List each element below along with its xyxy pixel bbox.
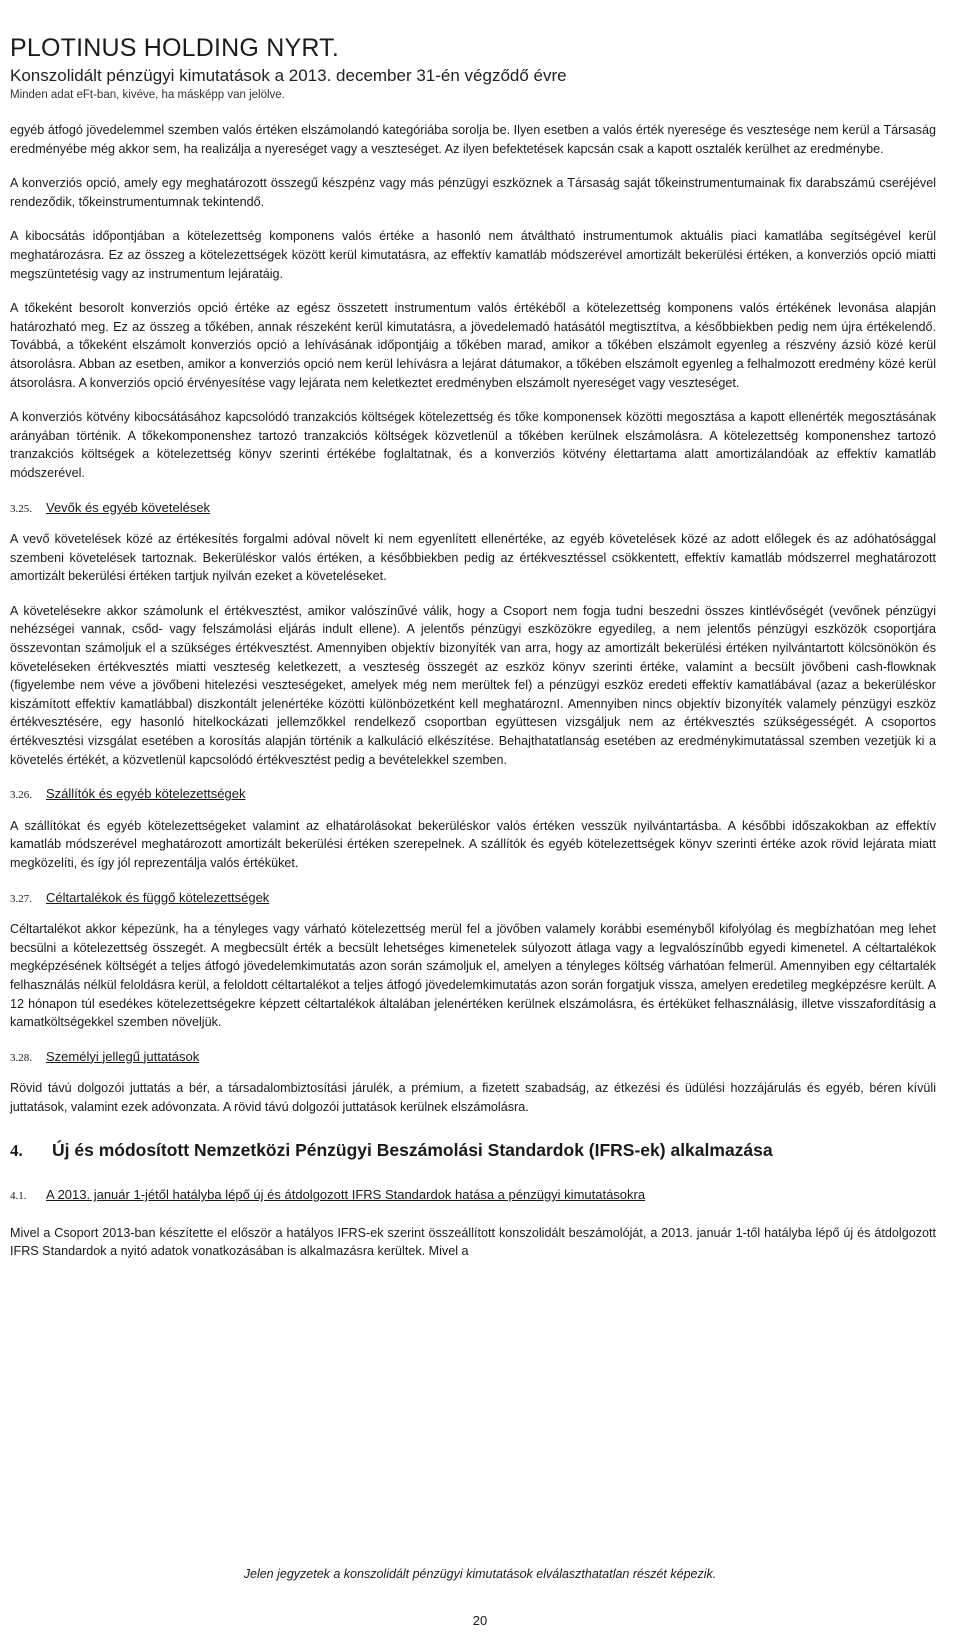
document-body [10, 121, 936, 1277]
paragraph: A konverziós kötvény kibocsátásához kapcsolódó tranzakciós költségek kötelezettség és tőke komponensek közötti megosztása a kapott ellenérték megosztásának arányában történik. A tőkekomponenshez tartozó tranzakciós költségek közvetlenül a tőkében kerülnek elszámolásra. A kötelezettség komponenshez tartozó tranzakciós költségek a kötelezettség könyv szerinti értékébe foglaltatnak, és a konverziós kötvény élettartama alatt amortizálandóak az effektív kamatláb módszerével. [10, 410, 936, 480]
section-heading-3-26 [10, 785, 936, 805]
company-name: PLOTINUS HOLDING NYRT. [10, 34, 339, 62]
paragraph: Céltartalékot akkor képezünk, ha a tényleges vagy várható kötelezettség merül fel a jövőben valamely korábbi eseményből kifolyólag és megbízhatóan meg lehet becsülni a kötelezettség összegét. A megbecsült érték a becsült lehetséges kimenetelek súlyozott átlaga vagy a legvalószínűbb egyedi kimenetel. A céltartalékok megképzésének költségét a teljes átfogó jövedelemkimutatás azon során számoljuk el, amelyen a tényleges költség várhatóan felmerül. Amennyiben egy céltartalék felhasználás nélkül feloldásra kerül, a feloldott céltartalékot a teljes átfogó jövedelemkimutatás azon során forgatjuk vissza, amelyen eredetileg megképzésre került. A 12 hónapon túl esedékes kötelezettségekre képzett céltartalékok általában jelenértéken kerülnek elszámolásra, és értéküket felhasználásig, illetve visszafordításig a kamatköltségekkel szemben növeljük. [10, 922, 936, 1030]
section-number: 3.27. [10, 892, 32, 905]
paragraph: A követelésekre akkor számolunk el értékvesztést, amikor valószínűvé válik, hogy a Csoport nem fogja tudni beszedni összes kintlévőségét (vevőnek pénzügyi nehézségei vannak, csőd- vagy felszámolási eljárás indult ellene). A jelentős pénzügyi eszközökre egyedileg, a nem jelentős pénzügyi eszközök csoportjára összevontan számoljuk el a szükséges értékvesztést. Amennyiben objektív bizonyíték van arra, hogy az amortizált bekerülési értéken nyilvántartott kölcsönökön és követeléseken értékvesztés miatti veszteség keletkezett, a veszteség összegét az eszköz könyv szerinti értéke, valamint a becsült jövőbeni cash-flowknak (figyelembe nem véve a jövőbeni hitelezési veszteségeket, amelyek még nem merültek fel) a pénzügyi eszköz eredeti effektív kamatlábával (azaz a bekerüléskor kiszámított effektív kamatlábbal) diszkontált jelenértéke közötti különbözetként kell meghatároznI. Amennyiben nincs objektív bizonyíték valamely pénzügyi eszköz értékvesztésére, egy hasonló hitelkockázati jellemzőkkel rendelkező csoportban együttesen vizsgáljuk nem az értékvesztés szükségességét. A csoportos értékvesztési vizsgálat esetében a korosítás alapján történik a kalkuláció elkészítése. Behajthatatlanság esetében az eredménykimutatással szemben vezetjük ki a követelés értékét, a közvetlenül kapcsolódó értékvesztést pedig a bevételekkel szemben. [10, 603, 936, 767]
section-title: Személyi jellegű juttatások [46, 1048, 200, 1064]
paragraph: A vevő követelések közé az értékesítés forgalmi adóval növelt ki nem egyenlített ellenértéke, az egyéb követelések közé az adott előlegek és az adóhatósággal szembeni követelések tartoznak. Bekerüléskor valós értéken, a későbbiekben pedig az értékvesztéssel csökkentett, effektív kamatláb módszerrel meghatározott amortizált bekerülési értéken tartjuk nyilván ezeket a követeléseket. [10, 532, 936, 584]
section-heading-4-1 [10, 1186, 936, 1206]
paragraph: A szállítókat és egyéb kötelezettségeket valamint az elhatárolásokat bekerüléskor valós értéken vesszük nyilvántartásba. A későbbi időszakokban az effektív kamatláb módszerével meghatározott amortizált bekerülési értéken szerepelnek. A szállítók és egyéb kötelezettségek könyv szerinti értéke azok rövid lejárata miatt megközelíti, és így jól reprezentálja valós értéküket. [10, 818, 936, 870]
section-number: 4.1. [10, 1190, 27, 1203]
paragraph: egyéb átfogó jövedelemmel szemben valós értéken elszámolandó kategóriába sorolja be. Ilyen esetben a valós érték nyeresége és vesztesége nem kerül a Társaság eredményébe még akkor sem, ha realizálja a nyereséget vagy a veszteséget. Az ilyen befektetések kapcsán csak a kapott osztalék kerülhet az eredménybe. [10, 123, 936, 156]
chapter-heading-4 [10, 1141, 936, 1161]
chapter-number: 4. [10, 1140, 23, 1160]
section-heading-3-28 [10, 1048, 936, 1068]
section-title: Szállítók és egyéb kötelezettségek [46, 786, 246, 802]
unit-note: Minden adat eFt-ban, kivéve, ha másképp van jelölve. [10, 89, 285, 101]
section-title: Céltartalékok és függő kötelezettségek [46, 889, 270, 905]
paragraph: A konverziós opció, amely egy meghatározott összegű készpénz vagy más pénzügyi eszköznek a Társaság saját tőkeinstrumentumainak fix darabszámú cseréjével rendeződik, tőkeinstrumentumnak tekintendő. [10, 176, 936, 209]
chapter-title: Új és módosított Nemzetközi Pénzügyi Beszámolási Standardok (IFRS-ek) alkalmazása [52, 1139, 773, 1160]
section-heading-3-25 [10, 499, 936, 519]
paragraph: Rövid távú dolgozói juttatás a bér, a társadalombiztosítási járulék, a prémium, a fizetett szabadság, az étkezési és üdülési hozzájárulás és egyéb, béren kívüli juttatások, valamint ezek adóvonzata. A rövid távú dolgozói juttatások kerülnek elszámolásra. [10, 1081, 936, 1114]
paragraph: A tőkeként besorolt konverziós opció értéke az egész összetett instrumentum valós értékéből a kötelezettség komponens valós értékének levonása alapján határozható meg. Ez az összeg a tőkében, annak részeként kerül kimutatásra, a jövedelemadó hatásától megtisztítva, a későbbiekben pedig nem újra értékelendő. Továbbá, a tőkeként elszámolt konverziós opció a lehívásának időpontjáig a tőkében marad, amikor a tőkében elszámolt egyenleg a részvény ázsió közé kerül átsorolásra. Abban az esetben, amikor a konverziós opció nem kerül lehívásra a lejárat dátumakor, a tőkében elszámolt egyenleg a felhalmozott eredmény közé kerül átsorolásra. A konverziós opció érvényesítése vagy lejárata nem keletkeztet eredményben elszámolt nyereséget vagy veszteséget. [10, 301, 936, 390]
section-title: A 2013. január 1-jétől hatályba lépő új és átdolgozott IFRS Standardok hatása a pénzügyi kimutatásokra [46, 1187, 646, 1203]
report-subtitle: Konszolidált pénzügyi kimutatások a 2013. december 31-én végződő évre [10, 66, 567, 85]
paragraph: A kibocsátás időpontjában a kötelezettség komponens valós értéke a hasonló nem átváltható instrumentumok aktuális piaci kamatlába segítségével kerül meghatározásra. Ez az összeg a kötelezettségek között kerül kimutatásra, az effektív kamatláb módszerével amortizált bekerülési értéken, a konverziós opció miatti megszüntetésig vagy az instrumentum lejáratáig. [10, 229, 936, 281]
section-number: 3.28. [10, 1051, 32, 1064]
section-number: 3.26. [10, 789, 32, 802]
section-title: Vevők és egyéb követelések [46, 499, 211, 515]
paragraph: Mivel a Csoport 2013-ban készítette el először a hatályos IFRS-ek szerint összeállított konszolidált beszámolóját, a 2013. január 1-től hatályba lépő új és átdolgozott IFRS Standardok a nyitó adatok vonatkozásában is alkalmazásra kerültek. Mivel a [10, 1225, 936, 1259]
section-heading-3-27 [10, 889, 936, 909]
page-number: 20 [472, 1613, 488, 1628]
section-number: 3.25. [10, 502, 32, 515]
footer-note: Jelen jegyzetek a konszolidált pénzügyi kimutatások elválaszthatatlan részét képezik. [243, 1567, 717, 1581]
